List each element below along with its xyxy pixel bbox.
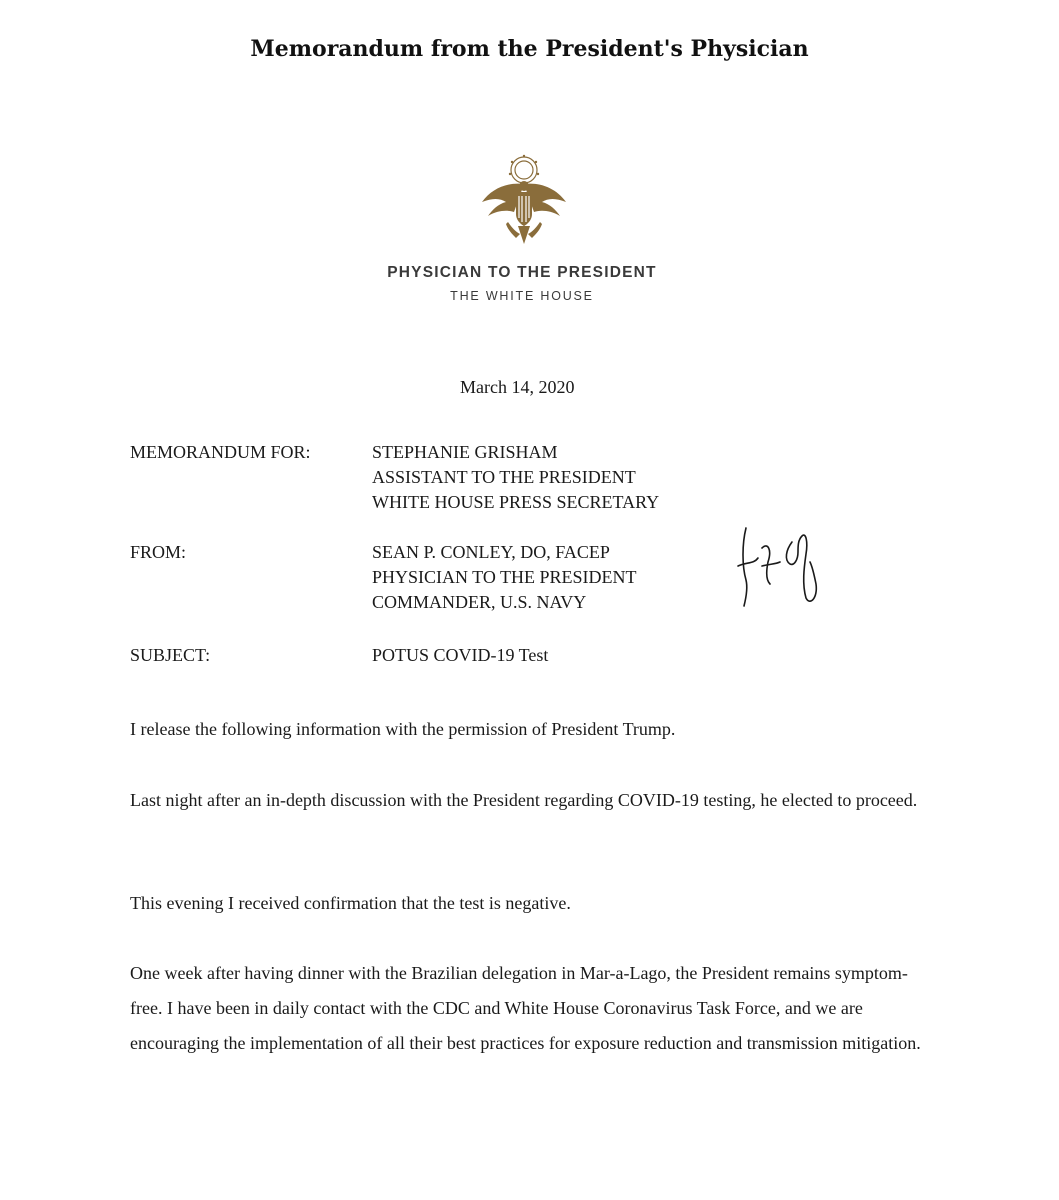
from-line: PHYSICIAN TO THE PRESIDENT	[372, 567, 637, 587]
letterhead	[0, 264, 1044, 303]
letterhead-office: PHYSICIAN TO THE PRESIDENT	[387, 264, 657, 281]
signature-icon	[732, 518, 842, 610]
subject-value: POTUS COVID-19 Test	[372, 645, 549, 665]
letterhead-building: THE WHITE HOUSE	[450, 289, 594, 303]
memo-for-line: STEPHANIE GRISHAM	[372, 442, 558, 462]
from-line: COMMANDER, U.S. NAVY	[372, 592, 587, 612]
memo-for-line: ASSISTANT TO THE PRESIDENT	[372, 467, 636, 487]
body-paragraph: Last night after an in-depth discussion with the President regarding COVID-19 testing, he elected to proceed.	[130, 790, 918, 810]
from-sender	[372, 540, 637, 615]
from-line: SEAN P. CONLEY, DO, FACEP	[372, 542, 610, 562]
from-label: FROM:	[130, 542, 187, 562]
body-paragraph: I release the following information with the permission of President Trump.	[130, 719, 676, 739]
memo-date: March 14, 2020	[460, 377, 575, 397]
memo-for-label: MEMORANDUM FOR:	[130, 442, 311, 462]
memo-for-recipient	[372, 440, 659, 515]
body-paragraph: One week after having dinner with the Brazilian delegation in Mar-a-Lago, the President remains symptom-free. I have been in daily contact with the CDC and White House Coronavirus Task Force, and we are encouraging the implementation of all their best practices for exposure reduction and transmission mitigation.	[130, 963, 921, 1053]
body-paragraph: This evening I received confirmation that the test is negative.	[130, 893, 571, 913]
memo-for-line: WHITE HOUSE PRESS SECRETARY	[372, 492, 660, 512]
presidential-seal-icon	[478, 152, 570, 248]
subject-label: SUBJECT:	[130, 645, 211, 665]
page-title: Memorandum from the President's Physician	[250, 36, 809, 62]
